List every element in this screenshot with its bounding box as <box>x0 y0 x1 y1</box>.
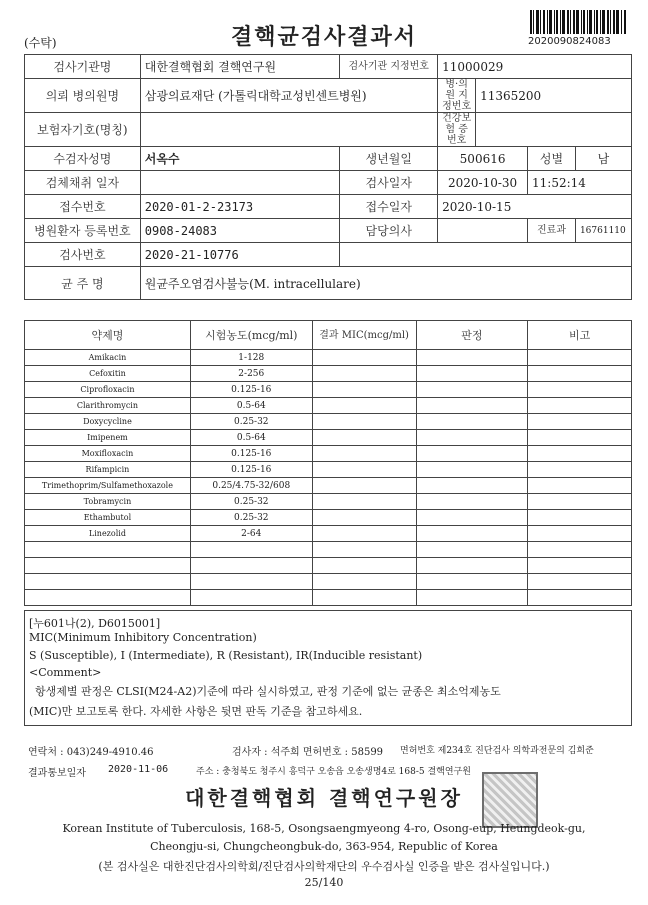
drug-mic <box>312 366 416 382</box>
drug-row <box>25 350 632 366</box>
official-seal <box>482 772 538 828</box>
drug-judgement <box>416 526 528 542</box>
blank-row <box>25 590 632 606</box>
species-value: 원균주오염검사불능(M. intracellulare) <box>140 267 631 300</box>
insurance-cert-label: 건강보험 증번호 <box>438 113 476 147</box>
drug-remarks <box>528 462 632 478</box>
note-comment-2: (MIC)만 보고토록 한다. 자세한 사항은 뒷면 판독 기준을 참고하세요. <box>29 705 363 718</box>
doctor-value <box>438 219 528 243</box>
drug-judgement <box>416 430 528 446</box>
receipt-date: 2020-10-15 <box>438 195 632 219</box>
drug-test-conc: 2-256 <box>190 366 312 382</box>
drug-mic <box>312 510 416 526</box>
collect-date <box>140 171 340 195</box>
blank-row <box>25 574 632 590</box>
drug-name: Ciprofloxacin <box>25 382 191 398</box>
col-mic-result: 결과 MIC(mcg/ml) <box>312 321 416 350</box>
dept-label: 진료과 <box>528 219 576 243</box>
dob-value: 500616 <box>438 147 528 171</box>
blank-row <box>25 558 632 574</box>
drug-remarks <box>528 430 632 446</box>
drug-judgement <box>416 366 528 382</box>
insured-value <box>140 113 437 147</box>
note-comment-heading: <Comment> <box>29 666 102 679</box>
address-en-2: Cheongju-si, Chungcheongbuk-do, 363-954, Republic of Korea <box>150 840 498 853</box>
collect-date-label: 검체채취 일자 <box>25 171 141 195</box>
drug-name: Trimethoprim/Sulfamethoxazole <box>25 478 191 494</box>
drug-judgement <box>416 350 528 366</box>
drug-row <box>25 382 632 398</box>
drug-test-conc: 0.125-16 <box>190 382 312 398</box>
reg-number: 0908-24083 <box>140 219 340 243</box>
drug-judgement <box>416 478 528 494</box>
drug-mic <box>312 398 416 414</box>
blank-row <box>25 542 632 558</box>
clinic-label: 의뢰 병의원명 <box>25 79 141 113</box>
test-number: 2020-21-10776 <box>140 243 340 267</box>
clinic-id: 11365200 <box>476 79 632 113</box>
sex-value: 남 <box>575 147 631 171</box>
drug-test-conc: 1-128 <box>190 350 312 366</box>
barcode-number: 2020090824083 <box>528 36 611 47</box>
examiner: 검사자 : 석주희 면허번호 : 58599 <box>232 747 384 758</box>
drug-name: Cefoxitin <box>25 366 191 382</box>
drug-judgement <box>416 414 528 430</box>
doctor-label: 담당의사 <box>340 219 438 243</box>
drug-name: Doxycycline <box>25 414 191 430</box>
drug-name: Moxifloxacin <box>25 446 191 462</box>
page-number: 25/140 <box>304 876 344 889</box>
drug-judgement <box>416 462 528 478</box>
sex-label: 성별 <box>528 147 576 171</box>
drug-row <box>25 462 632 478</box>
receipt-number: 2020-01-2-23173 <box>140 195 340 219</box>
species-label: 균 주 명 <box>25 267 141 300</box>
drug-name: Imipenem <box>25 430 191 446</box>
drug-test-conc: 0.5-64 <box>190 430 312 446</box>
pathologist: 면허번호 제234호 진단검사 의학과전문의 김희준 <box>400 746 594 756</box>
notes-box <box>24 610 632 726</box>
drug-remarks <box>528 366 632 382</box>
note-code: [누601나(2), D6015001] <box>29 617 161 630</box>
drug-judgement <box>416 446 528 462</box>
reg-label: 병원환자 등록번호 <box>25 219 141 243</box>
drug-row <box>25 366 632 382</box>
note-mic: MIC(Minimum Inhibitory Concentration) <box>29 631 257 644</box>
drug-test-conc: 0.25/4.75-32/608 <box>190 478 312 494</box>
drug-judgement <box>416 494 528 510</box>
drug-test-conc: 0.25-32 <box>190 414 312 430</box>
test-no-label: 검사번호 <box>25 243 141 267</box>
address-kr: 주소 : 충청북도 청주시 흥덕구 오송읍 오송생명4로 168-5 결핵연구원 <box>196 767 471 777</box>
drug-name: Ethambutol <box>25 510 191 526</box>
drug-mic <box>312 414 416 430</box>
drug-judgement <box>416 398 528 414</box>
clinic-id-label: 병·의원 지정번호 <box>438 79 476 113</box>
col-remarks: 비고 <box>528 321 632 350</box>
drug-row <box>25 446 632 462</box>
drug-name: Tobramycin <box>25 494 191 510</box>
col-drug-name: 약제명 <box>25 321 191 350</box>
drug-test-conc: 0.25-32 <box>190 510 312 526</box>
insured-label: 보험자기호(명칭) <box>25 113 141 147</box>
test-date-label: 검사일자 <box>340 171 438 195</box>
test-date: 2020-10-30 <box>438 171 528 195</box>
drug-judgement <box>416 382 528 398</box>
drug-test-conc: 0.25-32 <box>190 494 312 510</box>
report-date-label: 결과통보일자 <box>28 768 86 779</box>
patient-info-table <box>24 54 632 300</box>
drug-row <box>25 526 632 542</box>
drug-judgement <box>416 510 528 526</box>
drug-name: Linezolid <box>25 526 191 542</box>
lab-id-label: 검사기관 지정번호 <box>340 55 438 79</box>
drug-mic <box>312 350 416 366</box>
col-test-conc: 시험농도(mcg/ml) <box>190 321 312 350</box>
certification-note: (본 검사실은 대한진단검사의학회/진단검사의학재단의 우수검사실 인증을 받은 검사실입니다.) <box>98 860 550 873</box>
drug-mic <box>312 478 416 494</box>
drug-mic <box>312 526 416 542</box>
drug-test-conc: 0.5-64 <box>190 398 312 414</box>
drug-name: Clarithromycin <box>25 398 191 414</box>
drug-row <box>25 478 632 494</box>
address-en-1: Korean Institute of Tuberculosis, 168-5, Osongsaengmyeong 4-ro, Osong-eup, Heungdeok-gu, <box>62 822 586 835</box>
drug-name: Amikacin <box>25 350 191 366</box>
copy-tag: (수탁) <box>24 36 57 50</box>
report-date: 2020-11-06 <box>108 764 169 775</box>
lab-name-label: 검사기관명 <box>25 55 141 79</box>
drug-row <box>25 510 632 526</box>
lab-name: 대한결핵협회 결핵연구원 <box>140 55 340 79</box>
patient-name: 서옥수 <box>140 147 340 171</box>
drug-mic <box>312 382 416 398</box>
drug-name: Rifampicin <box>25 462 191 478</box>
drug-row <box>25 494 632 510</box>
drug-mic <box>312 462 416 478</box>
lab-id: 11000029 <box>438 55 632 79</box>
col-judgement: 판정 <box>416 321 528 350</box>
drug-row <box>25 430 632 446</box>
drug-row <box>25 414 632 430</box>
test-time: 11:52:14 <box>528 171 632 195</box>
drug-remarks <box>528 398 632 414</box>
institute-name: 대한결핵협회 결핵연구원장 <box>185 786 463 810</box>
receipt-label: 접수번호 <box>25 195 141 219</box>
drug-susceptibility-table <box>24 320 632 606</box>
drug-row <box>25 398 632 414</box>
drug-remarks <box>528 478 632 494</box>
dept-value: 16761110 <box>575 219 631 243</box>
drug-remarks <box>528 526 632 542</box>
drug-remarks <box>528 446 632 462</box>
receipt-date-label: 접수일자 <box>340 195 438 219</box>
barcode <box>530 10 626 34</box>
clinic-name: 삼광의료재단 (가톨릭대학교성빈센트병원) <box>140 79 437 113</box>
drug-mic <box>312 494 416 510</box>
page-title: 결핵균검사결과서 <box>230 24 418 50</box>
drug-remarks <box>528 414 632 430</box>
drug-remarks <box>528 350 632 366</box>
patient-label: 수검자성명 <box>25 147 141 171</box>
drug-test-conc: 2-64 <box>190 526 312 542</box>
drug-test-conc: 0.125-16 <box>190 462 312 478</box>
drug-remarks <box>528 382 632 398</box>
drug-mic <box>312 446 416 462</box>
test-number-blank <box>340 243 632 267</box>
contact: 연락처 : 043)249-4910.46 <box>28 747 154 758</box>
drug-remarks <box>528 494 632 510</box>
note-sir: S (Susceptible), I (Intermediate), R (Resistant), IR(Inducible resistant) <box>29 649 423 662</box>
dob-label: 생년월일 <box>340 147 438 171</box>
drug-mic <box>312 430 416 446</box>
drug-test-conc: 0.125-16 <box>190 446 312 462</box>
insurance-cert-value <box>476 113 632 147</box>
note-comment-1: 항생제별 판정은 CLSI(M24-A2)기준에 따라 실시하였고, 판정 기준에 없는 균종은 최소억제농도 <box>35 685 501 698</box>
drug-remarks <box>528 510 632 526</box>
